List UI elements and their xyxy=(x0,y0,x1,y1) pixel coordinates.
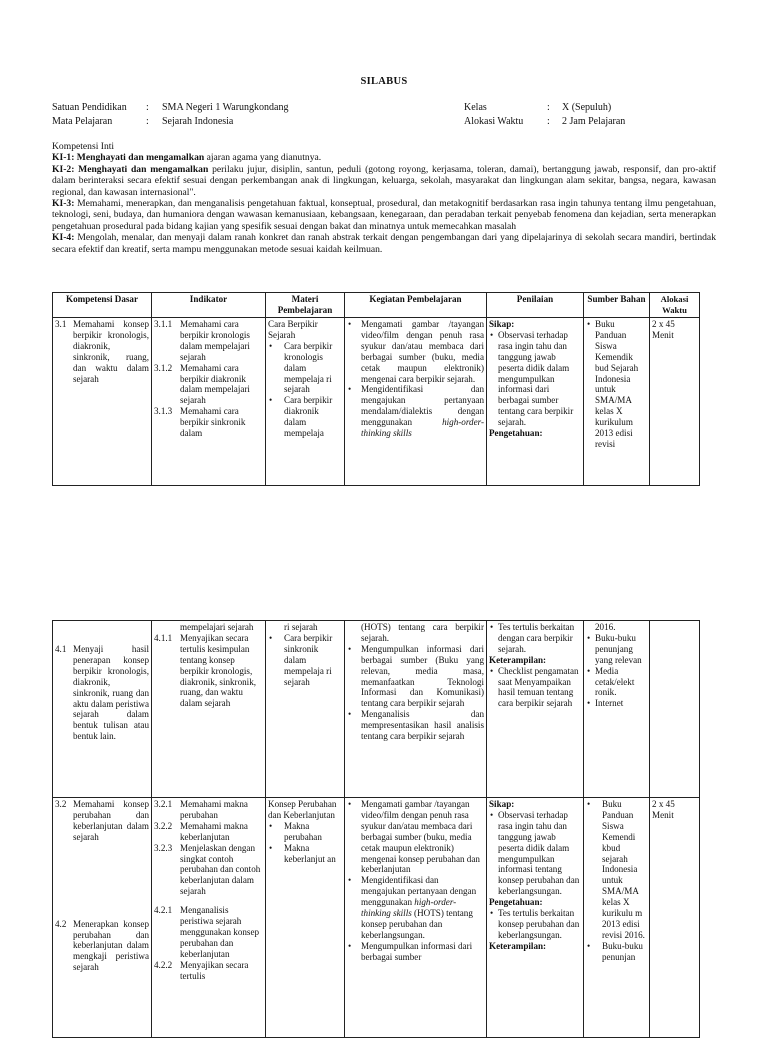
list-item: • Observasi terhadap rasa ingin tahu dan tanggung jawab peserta didik dalam mengumpulkan informasi tentang konsep perubahan dan keberlangsungan. xyxy=(489,810,581,897)
sumber-cell: 2016. • Buku-buku penunjang yang relevan • Media cetak/elekt ronik. • Internet xyxy=(584,621,650,798)
header-penilaian: Penilaian xyxy=(487,293,584,318)
alokasi-cell: 2 x 45 Menit xyxy=(650,798,700,1038)
sumber-cell xyxy=(584,318,650,486)
header-alokasi: Alokasi Waktu xyxy=(650,293,700,318)
mapel-label: Mata Pelajaran xyxy=(52,116,113,127)
materi-cell: Konsep Perubahan dan Keberlanjutan • Makna perubahan • Makna keberlanjut an xyxy=(266,798,345,1038)
list-item: • Media cetak/elekt ronik. xyxy=(586,666,647,699)
kd-cell: 3.1 Memahami konsep berpikir kronologis, diakronik, sinkronik, ruang, dan waktu dalam sejarah xyxy=(53,318,152,486)
penilaian-cell: Sikap: • Observasi terhadap rasa ingin tahu dan tanggung jawab peserta didik dalam mengumpulkan informasi dari berbagai sumber tentang cara berpikir sejarah. Pengetahuan: xyxy=(487,318,584,486)
table-row xyxy=(53,318,700,486)
list-item: • Buku Panduan Siswa Kemendi kbud sejarah Indonesia untuk SMA/MA kelas X kurikulu m 2013 edisi revisi 2016. xyxy=(586,799,647,941)
indikator-cell: 3.1.1 Memahami cara berpikir kronologis dalam mempelajari sejarah 3.1.2 Memahami cara berpikir diakronik dalam mempelajari sejarah 3.1.3 Memahami cara berpikir sinkronik dalam xyxy=(152,318,266,486)
alokasi-value: 2 Jam Pelajaran xyxy=(562,116,626,127)
list-item: • Mengidentifikasi dan mengajukan pertanyaan dengan menggunakan high-order-thinking skills (HOTS) tentang konsep perubahan dan keberlangsungan. xyxy=(347,875,484,940)
ki-heading: Kompetensi Inti xyxy=(52,141,115,152)
materi-cell: ri sejarah • Cara berpikir sinkronik dalam mempelaja ri sejarah xyxy=(266,621,345,798)
materi-cell: Cara Berpikir Sejarah • Cara berpikir kronologis dalam mempelaja ri sejarah • Cara berpikir diakronik dalam mempelaja xyxy=(266,318,345,486)
kelas-label: Kelas xyxy=(464,102,487,113)
header-materi: Materi Pembelajaran xyxy=(266,293,345,318)
list-item: • Mengidentifikasi dan mengajukan pertanyaan mendalam/dialektis dengan menggunakan high-order-thinking skills xyxy=(347,384,484,439)
kegiatan-cell: (HOTS) tentang cara berpikir sejarah. • Mengumpulkan informasi dari berbagai sumber (Buku yang relevan, media masa, memanfaatkan Teknologi Informasi dan Komunikasi) tentang cara berpikir sejarah • Menganalisis dan mempresentasikan hasil analisis tentang cara berpikir sejarah xyxy=(345,621,487,798)
penilaian-cell: Sikap: • Observasi terhadap rasa ingin tahu dan tanggung jawab peserta didik dalam mengumpulkan informasi tentang konsep perubahan dan keberlangsungan. Pengetahuan: • Tes tertulis berkaitan konsep perubahan dan keberlangsungan. Keterampilan: xyxy=(487,798,584,1038)
list-item: • Cara berpikir kronologis dalam mempelaja ri sejarah xyxy=(268,341,342,396)
list-item: • Cara berpikir diakronik dalam mempelaja xyxy=(268,395,342,439)
list-item: • Tes tertulis berkaitan konsep perubahan dan keberlangsungan. xyxy=(489,908,581,941)
alokasi-label: Alokasi Waktu xyxy=(464,116,524,127)
table-row xyxy=(53,621,700,798)
list-item: • Menganalisis dan mempresentasikan hasil analisis tentang cara berpikir sejarah xyxy=(347,709,484,742)
ki-4: KI-4: Mengolah, menalar, dan menyaji dalam ranah konkret dan ranah abstrak terkait dengan pengembangan dari yang dipelajarinya di sekolah secara mandiri, bertindak secara efektif dan kreatif, serta mampu menggunakan metode sesuai kaidah keilmuan. xyxy=(52,232,716,255)
list-item: • Makna keberlanjut an xyxy=(268,843,342,865)
kompetensi-inti xyxy=(52,141,716,255)
kegiatan-cell xyxy=(345,798,487,1038)
kelas-value: X (Sepuluh) xyxy=(562,102,612,113)
colon: : xyxy=(547,116,550,127)
list-item: • Mengumpulkan informasi dari berbagai sumber (Buku yang relevan, media masa, memanfaatkan Teknologi Informasi dan Komunikasi) tentang cara berpikir sejarah xyxy=(347,644,484,709)
list-item: • Buku-buku penunjan xyxy=(586,941,647,963)
ki-2: KI-2: Menghayati dan mengamalkan perilaku jujur, disiplin, santun, peduli (gotong royong, kerjasama, toleran, damai), bertanggung jawab, responsif, dan pro-aktif dalam berinteraksi secara efektif sesuai dengan perkembangan anak di lingkungan, keluarga, sekolah, masyarakat dan lingkungan alam sekitar, bangsa, negara, kawasan regional, dan kawasan internasional". xyxy=(52,163,716,198)
alokasi-cell: 2 x 45 Menit xyxy=(650,318,700,486)
document-title: SILABUS xyxy=(360,76,408,87)
ki-3: KI-3: Memahami, menerapkan, dan menganalisis pengetahuan faktual, konseptual, prosedural, dan metakognitif berdasarkan rasa ingin tahunya tentang ilmu pengetahuan, teknologi, seni, budaya, dan humaniora dengan wawasan kemanusiaan, kebangsaan, kenegaraan, dan peradaban terkait penyebab fenomena dan kejadian, serta menerapkan pengetahuan prosedural pada bidang kajian yang spesifik sesuai dengan bakat dan minatnya untuk memecahkan masalah xyxy=(52,198,716,232)
list-item: • Mengamati gambar /tayangan video/film dengan penuh rasa syukur dan/atau membaca dari berbagai sumber (buku, media cetak maupun elektronik) mengenai konsep perubahan dan keberlanjutan xyxy=(347,799,484,875)
list-item: • Buku Panduan Siswa Kemendik bud Sejarah Indonesia untuk SMA/MA kelas X kurikulum 2013 edisi revisi xyxy=(586,319,647,450)
list-item: • Mengamati gambar /tayangan video/film dengan penuh rasa syukur dan/atau membaca dari berbagai sumber (buku, media cetak maupun elektronik) mengenai cara berpikir sejarah. xyxy=(347,319,484,384)
colon: : xyxy=(146,116,149,127)
header-kegiatan: Kegiatan Pembelajaran xyxy=(345,293,487,318)
penilaian-cell: • Tes tertulis berkaitan dengan cara berpikir sejarah. Keterampilan: • Checklist pengamatan saat Menyampaikan hasil temuan tentang cara berpikir sejarah xyxy=(487,621,584,798)
header-kd: Kompetensi Dasar xyxy=(53,293,152,318)
satuan-value: SMA Negeri 1 Warungkondang xyxy=(162,102,289,113)
list-item: • Buku-buku penunjang yang relevan xyxy=(586,633,647,666)
alokasi-cell xyxy=(650,621,700,798)
header-indikator: Indikator xyxy=(152,293,266,318)
table-header-row xyxy=(53,293,700,318)
colon: : xyxy=(146,102,149,113)
list-item: • Tes tertulis berkaitan dengan cara berpikir sejarah. xyxy=(489,622,581,655)
indikator-cell: 3.2.1 Memahami makna perubahan 3.2.2 Memahami makna keberlanjutan 3.2.3 Menjelaskan dengan singkat contoh perubahan dan contoh keberlanjutan dalam sejarah 4.2.1 Menganalisis peristiwa sejarah menggunakan konsep perubahan dan keberlanjutan 4.2.2 Menyajikan secara tertulis xyxy=(152,798,266,1038)
kd-cell: 4.1 Menyaji hasil penerapan konsep berpikir kronologis, diakronik, sinkronik, ruang dan aktu dalam peristiwa sejarah dalam bentuk tulisan atau bentuk lain. xyxy=(53,621,152,798)
silabus-table-part-1 xyxy=(52,292,700,486)
list-item: • Makna perubahan xyxy=(268,821,342,843)
kegiatan-cell xyxy=(345,318,487,486)
table-row xyxy=(53,798,700,1038)
header-sumber: Sumber Bahan xyxy=(584,293,650,318)
list-item: • Mengumpulkan informasi dari berbagai sumber xyxy=(347,941,484,963)
silabus-table-part-2 xyxy=(52,620,700,1038)
satuan-label: Satuan Pendidikan xyxy=(52,102,127,113)
list-item: • Cara berpikir sinkronik dalam mempelaja ri sejarah xyxy=(268,633,342,688)
list-item: • Checklist pengamatan saat Menyampaikan hasil temuan tentang cara berpikir sejarah xyxy=(489,666,581,710)
colon: : xyxy=(547,102,550,113)
kd-cell: 3.2 Memahami konsep perubahan dan keberlanjutan dalam sejarah 4.2 Menerapkan konsep perubahan dan keberlanjutan dalam mengkaji peristiwa sejarah xyxy=(53,798,152,1038)
list-item: • Internet xyxy=(586,698,647,709)
mapel-value: Sejarah Indonesia xyxy=(162,116,234,127)
ki-1: KI-1: Menghayati dan mengamalkan ajaran agama yang dianutnya. xyxy=(52,152,322,164)
sumber-cell xyxy=(584,798,650,1038)
indikator-cell: mempelajari sejarah 4.1.1 Menyajikan secara tertulis kesimpulan tentang konsep berpikir kronologis, diakronik, sinkronik, ruang, dan waktu dalam sejarah xyxy=(152,621,266,798)
list-item: • Observasi terhadap rasa ingin tahu dan tanggung jawab peserta didik dalam mengumpulkan informasi dari berbagai sumber tentang cara berpikir sejarah. xyxy=(489,330,581,428)
